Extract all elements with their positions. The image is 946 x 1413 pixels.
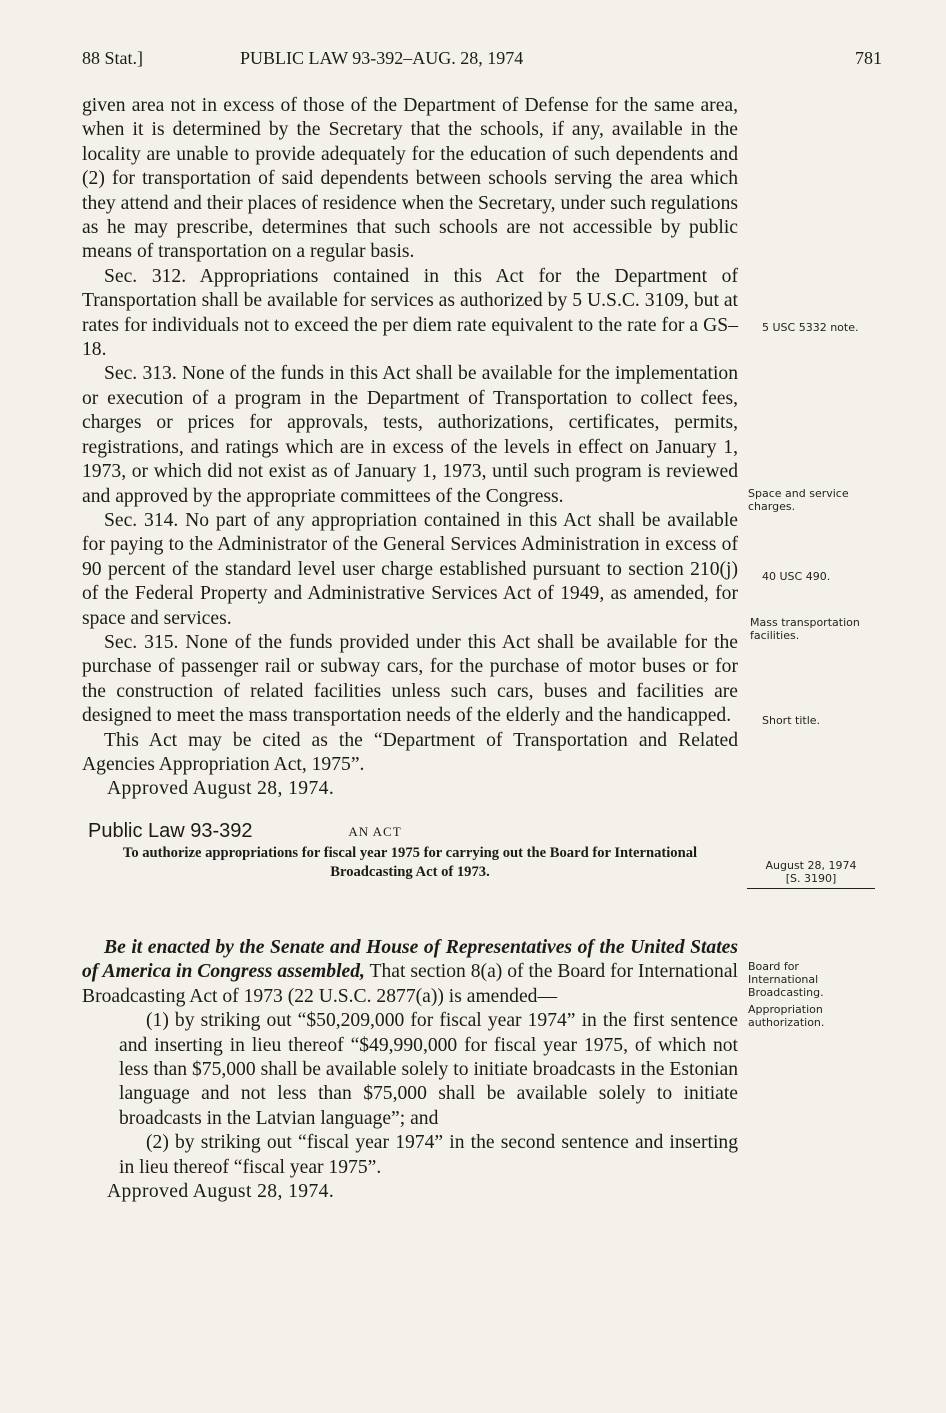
paragraph: given area not in excess of those of the Department of Defense for the same area, when it is determined by the Secretary that the schools, if any, available in the locality are unable to provide adequately for the education of such dependents and (2) for transportation of said dependents between schools serving the area which they attend and their places of residence when the Secretary, under such regulations as he may prescribe, determines that such schools are not accessible by public means of transportation on a regular basis.	[82, 95, 738, 263]
section-313: Sec. 313. None of the funds in this Act shall be available for the implementation or execution of a program in the Department of Transportation to collect fees, charges or prices for approvals, tests, authorizations, certificates, permits, registrations, and ratings which are in excess of the levels in effect on January 1, 1973, or which did not exist as of January 1, 1973, until such program is reviewed and approved by the appropriate committees of the Congress.	[82, 363, 738, 507]
short-title-paragraph: This Act may be cited as the “Department of Transportation and Related Agencies Appropriation Act, 1975”.	[82, 729, 738, 775]
running-header	[82, 48, 882, 78]
bill-number: [S. 3190]	[785, 872, 837, 885]
approved-date: Approved August 28, 1974.	[107, 778, 335, 800]
margin-divider	[747, 888, 875, 889]
section-314: Sec. 314. No part of any appropriation contained in this Act shall be available for paying to the Administrator of the General Services Administration in excess of 90 percent of the standard level user charge established pursuant to section 210(j) of the Federal Property and Administrative Services Act of 1949, as amended, for space and services.	[82, 509, 738, 629]
margin-note-board: Board for International Broadcasting.	[748, 960, 824, 999]
act-label: AN ACT	[348, 824, 402, 839]
section-312: Sec. 312. Appropriations contained in this Act for the Department of Transportation shall be available for services as authorized by 5 U.S.C. 3109, but at rates for individuals not to exceed the per diem rate equivalent to the rate for a GS–18.	[82, 265, 738, 361]
margin-note-40-usc-490: 40 USC 490.	[762, 570, 831, 583]
margin-note-short-title: Short title.	[762, 714, 821, 727]
margin-note-usc-5332: 5 USC 5332 note.	[762, 321, 859, 334]
amendment-items	[82, 1009, 738, 1180]
long-title: To authorize appropriations for fiscal year 1975 for carrying out the Board for International Broadcasting Act of 1973.	[122, 845, 698, 880]
margin-note-space-charges: Space and service charges.	[748, 487, 849, 513]
enactment-date: August 28, 1974	[765, 859, 857, 872]
section-315: Sec. 315. None of the funds provided under this Act shall be available for the purchase of passenger rail or subway cars, for the purchase of motor buses or for the construction of related facilities unless such cars, buses and facilities are designed to meet the mass transportation needs of the elderly and the handicapped.	[82, 631, 738, 727]
page-title: PUBLIC LAW 93-392–AUG. 28, 1974	[240, 48, 524, 68]
public-law-number: Public Law 93-392	[88, 820, 253, 842]
page-number: 781	[855, 48, 882, 68]
approved-date-2: Approved August 28, 1974.	[107, 1181, 335, 1203]
amendment-item-1: (1) by striking out “$50,209,000 for fiscal year 1974” in the first sentence and inserting in lieu thereof “$49,990,000 for fiscal year 1975, of which not less than $75,000 shall be available solely to initiate broadcasts in the Estonian language and not less than $75,000 shall be available solely to initiate broadcasts in the Latvian language”; and	[119, 1010, 738, 1129]
margin-note-appropriation: Appropriation authorization.	[748, 1003, 825, 1029]
margin-note-mass-transportation: Mass transportation facilities.	[750, 616, 860, 642]
amendment-item-2: (2) by striking out “fiscal year 1974” in the second sentence and inserting in lieu thereof “fiscal year 1975”.	[119, 1132, 738, 1178]
enacting-formula: Be it enacted by the Senate and House of Representatives of the United States of America in Congress assembled,	[82, 937, 738, 983]
margin-date	[747, 859, 875, 885]
act-body	[82, 936, 738, 1204]
enacting-clause	[82, 936, 738, 1009]
statute-volume: 88 Stat.]	[82, 48, 143, 68]
enacting-text: That section 8(a) of the Board for International Broadcasting Act of 1973 (22 U.S.C. 2877(a)) is amended—	[82, 961, 738, 1007]
continuation-text	[82, 94, 738, 802]
